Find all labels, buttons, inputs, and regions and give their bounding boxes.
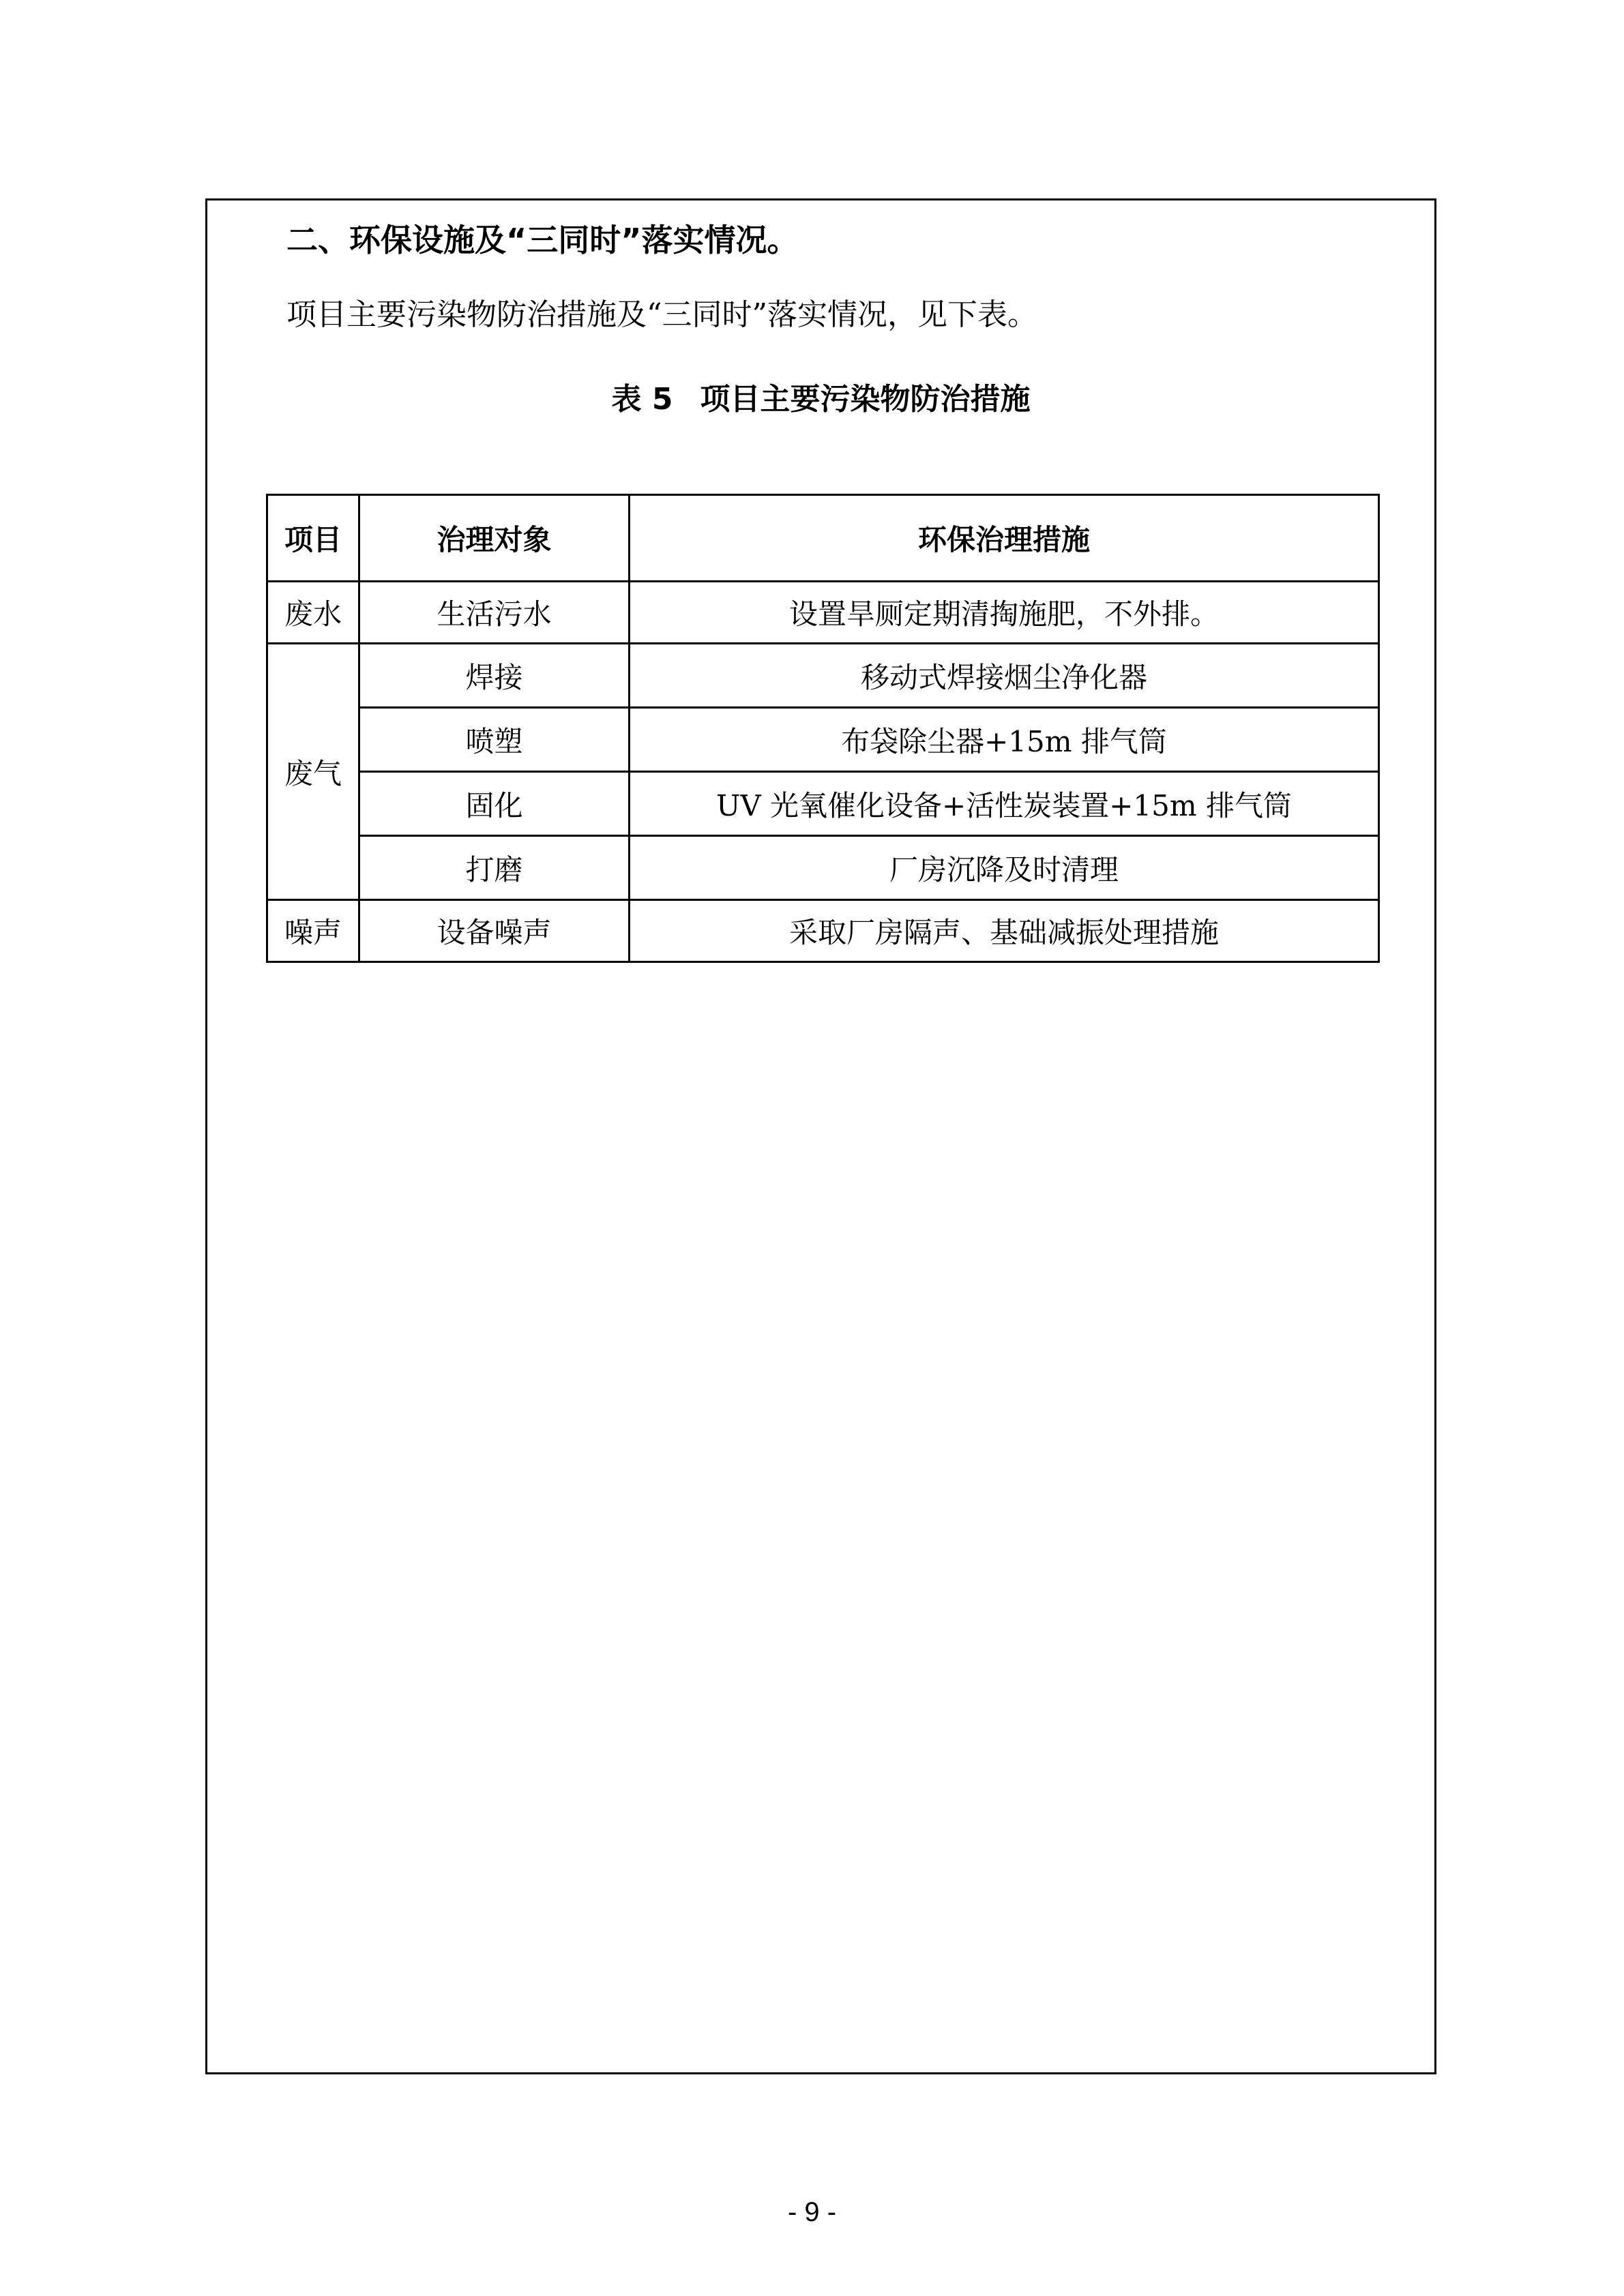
measure-cell: 采取厂房隔声、基础减振处理措施 bbox=[630, 900, 1379, 962]
target-cell: 生活污水 bbox=[359, 582, 630, 644]
table-row bbox=[267, 900, 1379, 962]
measure-cell: UV 光氧催化设备+活性炭装置+15m 排气筒 bbox=[630, 772, 1379, 836]
target-cell: 固化 bbox=[359, 772, 630, 836]
page-number: - 9 - bbox=[787, 2197, 837, 2227]
header-category: 项目 bbox=[267, 495, 359, 582]
table-row bbox=[267, 836, 1379, 900]
target-cell: 焊接 bbox=[359, 644, 630, 708]
target-cell: 设备噪声 bbox=[359, 900, 630, 962]
header-target: 治理对象 bbox=[359, 495, 630, 582]
table-caption-number: 表 5 bbox=[611, 382, 673, 417]
content-frame bbox=[205, 198, 1436, 2074]
table-row bbox=[267, 644, 1379, 708]
table-row bbox=[267, 708, 1379, 772]
measure-cell: 设置旱厕定期清掏施肥，不外排。 bbox=[630, 582, 1379, 644]
category-cell: 噪声 bbox=[267, 900, 359, 962]
intro-paragraph: 项目主要污染物防治措施及“三同时”落实情况，见下表。 bbox=[286, 297, 1037, 332]
table-row bbox=[267, 582, 1379, 644]
category-cell: 废气 bbox=[267, 644, 359, 900]
category-cell: 废水 bbox=[267, 582, 359, 644]
header-measure: 环保治理措施 bbox=[630, 495, 1379, 582]
pollution-measures-table bbox=[266, 494, 1380, 963]
measure-cell: 布袋除尘器+15m 排气筒 bbox=[630, 708, 1379, 772]
target-cell: 喷塑 bbox=[359, 708, 630, 772]
measure-cell: 移动式焊接烟尘净化器 bbox=[630, 644, 1379, 708]
measure-cell: 厂房沉降及时清理 bbox=[630, 836, 1379, 900]
target-cell: 打磨 bbox=[359, 836, 630, 900]
table-header-row bbox=[267, 495, 1379, 582]
table-caption-title: 项目主要污染物防治措施 bbox=[700, 382, 1031, 417]
table-row bbox=[267, 772, 1379, 836]
table-caption bbox=[205, 379, 1436, 420]
section-heading: 二、环保设施及“三同时”落实情况。 bbox=[286, 222, 799, 258]
